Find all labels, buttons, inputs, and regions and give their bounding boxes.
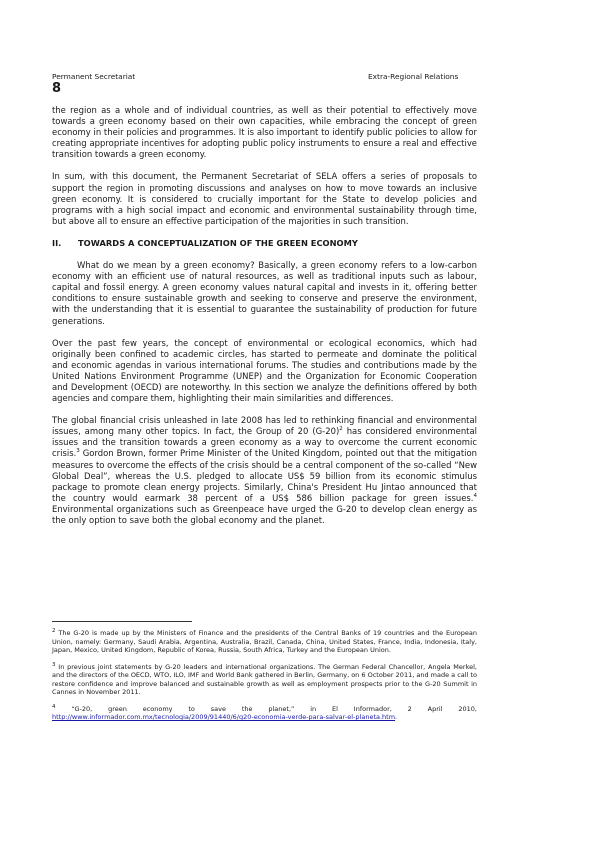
paragraph-5-part-c: Gordon Brown, former Prime Minister of the United Kingdom, pointed out that the mitigation measures to overcome the effects of the crisis should be a central component of the so-called “New Global Deal”, whereas the U.S. pledged to allocate US$ 59 billion from its economic stimulus package to promote clean energy projects. Similarly, China's President Hu Jintao announced that the country would earmark 38 percent of a US$ 586 billion package for green issues. bbox=[52, 448, 477, 503]
footnote-3-text: In previous joint statements by G-20 leaders and international organizations. The German Federal Chancellor, Angela Merkel, and the directors of the OECD, WTO, ILO, IMF and World Bank gathered in Berlin, Germany, on 6 October 2011, and made a call to restore confidence and improve balanced and sustainable growth as well as employment prospects prior to the G-20 Summit in Cannes in November 2011. bbox=[52, 662, 477, 697]
footnotes bbox=[52, 629, 477, 722]
section-heading bbox=[52, 238, 477, 249]
footnote-4-end: . bbox=[395, 713, 398, 722]
paragraph-2: In sum, with this document, the Permanent Secretariat of SELA offers a series of proposals to support the region in promoting discussions and analyses on how to move towards an inclusive green economy. It is considered to crucially important for the State to develop policies and programs with a high social impact and economic and environmental sustainability through time, but above all to ensure an effective participation of the majorities in such transition. bbox=[52, 171, 477, 226]
footnote-4-link[interactable]: http://www.informador.com.mx/tecnologia/2009/91440/6/g20-economia-verde-para-salvar-el-planeta.htm bbox=[52, 713, 396, 722]
footnote-4 bbox=[52, 705, 477, 722]
footnote-2 bbox=[52, 629, 477, 655]
paragraph-5-part-b: has considered environmental issues and the transition towards a green economy as a way to overcome the current economic crisis. bbox=[52, 426, 477, 459]
footnote-ref-2: 2 bbox=[339, 426, 343, 433]
footnote-2-text: The G-20 is made up by the Ministers of Finance and the presidents of the Central Banks of 19 countries and the European Union, namely: Germany, Saudi Arabia, Argentina, Australia, Brazil, Canada, China, United States, France, India, Indonesia, Italy, Japan, Mexico, United Kingdom, Republic of Korea, Russia, South Africa, Turkey and the European Union. bbox=[52, 629, 477, 655]
running-header-left: Permanent Secretariat bbox=[52, 72, 136, 81]
paragraph-5-part-a: The global financial crisis unleashed in late 2008 has led to rethinking financial and environmental issues, among many other topics. In fact, the Group of 20 (G-20) bbox=[52, 415, 477, 437]
paragraph-4: Over the past few years, the concept of environmental or ecological economics, which had originally been confined to academic circles, has started to permeate and dominate the political and economic agendas in various international forums. The studies and contributions made by the United Nations Environment Programme (UNEP) and the Organization for Economic Cooperation and Development (OECD) are noteworthy. In this section we analyze the definitions offered by both agencies and compare them, highlighting their main similarities and differences. bbox=[52, 337, 477, 404]
footnote-4-text: “G-20, green economy to save the planet,” in El Informador, 2 April 2010, bbox=[55, 704, 477, 713]
footnote-2-mark: 2 bbox=[52, 627, 56, 634]
paragraph-5-part-d: Environmental organizations such as Greenpeace have urged the G-20 to develop clean energy as the only option to save both the global economy and the planet. bbox=[52, 503, 477, 525]
running-header-right: Extra-Regional Relations bbox=[368, 72, 459, 81]
footnote-ref-4: 4 bbox=[473, 493, 477, 499]
body-text bbox=[52, 105, 477, 526]
footnote-4-mark: 4 bbox=[52, 703, 56, 710]
footnote-3-mark: 3 bbox=[52, 661, 56, 668]
page-number: 8 bbox=[52, 81, 62, 96]
footnote-3 bbox=[52, 663, 477, 697]
section-title: TOWARDS A CONCEPTUALIZATION OF THE GREEN ECONOMY bbox=[78, 237, 358, 248]
section-number: II. bbox=[52, 237, 62, 248]
footnote-separator bbox=[52, 621, 192, 622]
paragraph-3: What do we mean by a green economy? Basically, a green economy refers to a low-carbon economy with an efficient use of natural resources, as well as traditional inputs such as labour, capital and fossil energy. A green economy values natural capital and invests in it, offering better conditions to ensure sustainable growth and seeking to conserve and preserve the environment, with the understanding that it is essential to guarantee the sustainability of production for future generations. bbox=[52, 260, 477, 326]
paragraph-1: the region as a whole and of individual countries, as well as their potential to effectively move towards a green economy based on their own capacities, while embracing the concept of green economy in their policies and programmes. It is also important to identify public policies to allow for creating appropriate incentives for adopting public policy instruments to ensure a real and effective transition towards a green economy. bbox=[52, 105, 477, 160]
footnote-ref-3: 3 bbox=[76, 448, 80, 455]
paragraph-5 bbox=[52, 415, 477, 526]
